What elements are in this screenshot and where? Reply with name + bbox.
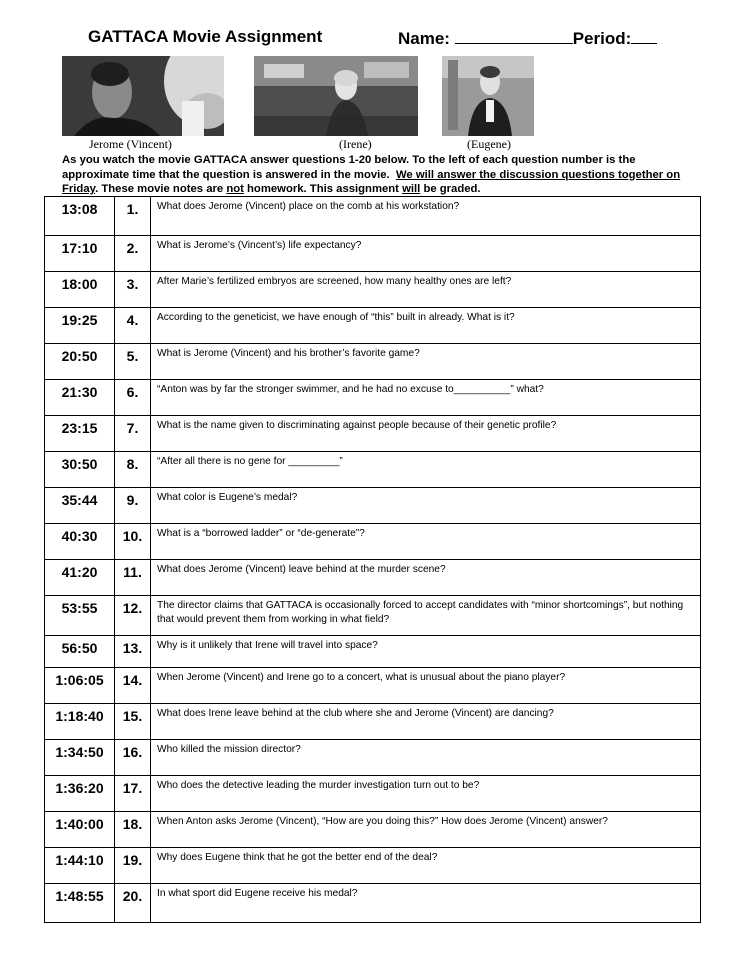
- question-text: What does Jerome (Vincent) place on the comb at his workstation?: [151, 197, 701, 236]
- question-time: 40:30: [45, 524, 115, 560]
- question-number: 4.: [115, 308, 151, 344]
- name-label: Name:: [398, 29, 450, 48]
- question-text: What color is Eugene’s medal?: [151, 488, 701, 524]
- question-text: Who does the detective leading the murder investigation turn out to be?: [151, 776, 701, 812]
- question-row: [45, 596, 701, 636]
- question-row: [45, 776, 701, 812]
- photo-jerome: [62, 56, 224, 136]
- question-text: What does Irene leave behind at the club where she and Jerome (Vincent) are dancing?: [151, 704, 701, 740]
- question-row: [45, 884, 701, 923]
- question-text: Why is it unlikely that Irene will travel into space?: [151, 636, 701, 668]
- caption-eugene: (Eugene): [467, 137, 511, 151]
- name-period-line: [398, 27, 657, 49]
- question-number: 7.: [115, 416, 151, 452]
- question-time: 19:25: [45, 308, 115, 344]
- question-row: [45, 197, 701, 236]
- question-row: [45, 236, 701, 272]
- question-time: 30:50: [45, 452, 115, 488]
- question-time: 1:18:40: [45, 704, 115, 740]
- question-text: “Anton was by far the stronger swimmer, and he had no excuse to__________” what?: [151, 380, 701, 416]
- photo-irene: [254, 56, 418, 136]
- question-text: After Marie’s fertilized embryos are screened, how many healthy ones are left?: [151, 272, 701, 308]
- question-time: 1:48:55: [45, 884, 115, 923]
- question-row: [45, 344, 701, 380]
- question-text: What is Jerome (Vincent) and his brother’s favorite game?: [151, 344, 701, 380]
- question-number: 13.: [115, 636, 151, 668]
- question-time: 13:08: [45, 197, 115, 236]
- question-number: 14.: [115, 668, 151, 704]
- question-row: [45, 560, 701, 596]
- name-blank: [455, 27, 573, 44]
- instructions-text: As you watch the movie GATTACA answer questions 1-20 below. To the left of each question number is the approximate time that the question is answered in the movie.: [62, 154, 636, 181]
- question-time: 1:06:05: [45, 668, 115, 704]
- question-number: 3.: [115, 272, 151, 308]
- question-text: What is the name given to discriminating against people because of their genetic profile?: [151, 416, 701, 452]
- instructions-text-2: . These movie notes are: [95, 183, 224, 195]
- question-number: 12.: [115, 596, 151, 636]
- page-header: [0, 27, 749, 51]
- question-time: 20:50: [45, 344, 115, 380]
- question-row: [45, 848, 701, 884]
- question-row: [45, 452, 701, 488]
- question-text: When Jerome (Vincent) and Irene go to a concert, what is unusual about the piano player?: [151, 668, 701, 704]
- question-time: 17:10: [45, 236, 115, 272]
- question-time: 35:44: [45, 488, 115, 524]
- question-time: 1:34:50: [45, 740, 115, 776]
- question-row: [45, 740, 701, 776]
- question-number: 11.: [115, 560, 151, 596]
- question-number: 19.: [115, 848, 151, 884]
- period-blank: [631, 27, 657, 44]
- question-row: [45, 488, 701, 524]
- questions-table: [44, 196, 701, 923]
- question-number: 18.: [115, 812, 151, 848]
- question-number: 17.: [115, 776, 151, 812]
- assignment-title: GATTACA Movie Assignment: [88, 27, 323, 46]
- question-text: When Anton asks Jerome (Vincent), “How are you doing this?” How does Jerome (Vincent) answer?: [151, 812, 701, 848]
- question-text: What does Jerome (Vincent) leave behind at the murder scene?: [151, 560, 701, 596]
- instructions: [62, 153, 702, 197]
- instructions-text-4: be graded.: [423, 183, 481, 195]
- question-number: 9.: [115, 488, 151, 524]
- question-number: 5.: [115, 344, 151, 380]
- question-time: 41:20: [45, 560, 115, 596]
- question-time: 21:30: [45, 380, 115, 416]
- question-row: [45, 704, 701, 740]
- question-text: According to the geneticist, we have enough of “this” built in already. What is it?: [151, 308, 701, 344]
- question-number: 16.: [115, 740, 151, 776]
- question-time: 56:50: [45, 636, 115, 668]
- question-text: The director claims that GATTACA is occasionally forced to accept candidates with “minor shortcomings”, but nothing that would prevent them from working in what field?: [151, 596, 701, 636]
- question-row: [45, 668, 701, 704]
- will-word: will: [402, 183, 421, 195]
- question-time: 23:15: [45, 416, 115, 452]
- question-number: 6.: [115, 380, 151, 416]
- question-text: “After all there is no gene for _________”: [151, 452, 701, 488]
- question-number: 20.: [115, 884, 151, 923]
- question-text: Who killed the mission director?: [151, 740, 701, 776]
- not-word: not: [226, 183, 244, 195]
- question-time: 1:40:00: [45, 812, 115, 848]
- question-time: 1:44:10: [45, 848, 115, 884]
- question-row: [45, 524, 701, 560]
- caption-irene: (Irene): [339, 137, 372, 151]
- caption-jerome: Jerome (Vincent): [89, 137, 172, 151]
- question-number: 10.: [115, 524, 151, 560]
- question-text: In what sport did Eugene receive his medal?: [151, 884, 701, 923]
- question-row: [45, 636, 701, 668]
- question-row: [45, 416, 701, 452]
- question-row: [45, 272, 701, 308]
- period-label: Period:: [572, 29, 632, 48]
- question-text: Why does Eugene think that he got the better end of the deal?: [151, 848, 701, 884]
- instructions-text-3: homework. This assignment: [247, 183, 399, 195]
- question-time: 53:55: [45, 596, 115, 636]
- photo-eugene: [442, 56, 534, 136]
- question-row: [45, 812, 701, 848]
- question-number: 1.: [115, 197, 151, 236]
- question-time: 18:00: [45, 272, 115, 308]
- question-time: 1:36:20: [45, 776, 115, 812]
- question-row: [45, 308, 701, 344]
- question-row: [45, 380, 701, 416]
- question-text: What is a “borrowed ladder” or “de-generate”?: [151, 524, 701, 560]
- question-number: 2.: [115, 236, 151, 272]
- question-text: What is Jerome’s (Vincent’s) life expectancy?: [151, 236, 701, 272]
- question-number: 15.: [115, 704, 151, 740]
- discussion-note: We will answer the discussion questions together on Friday: [62, 168, 681, 195]
- question-number: 8.: [115, 452, 151, 488]
